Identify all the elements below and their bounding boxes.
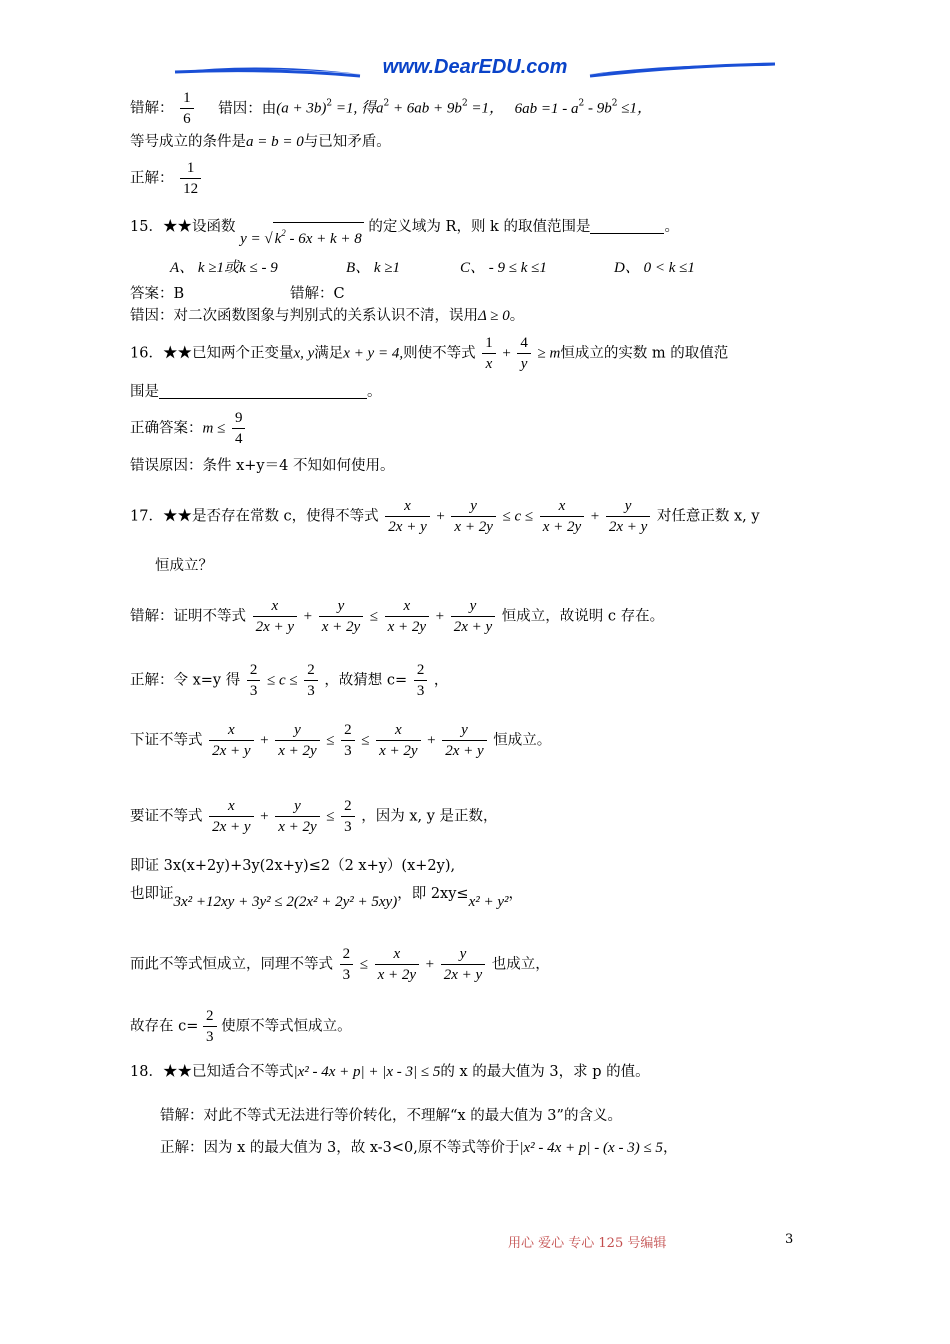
option-b[interactable]: B、 k ≥1: [346, 260, 401, 276]
question-16-cont: 围是 。: [130, 384, 382, 400]
fraction: $\frac{1}{6}$: [180, 88, 194, 129]
site-header: [170, 52, 780, 88]
also-17: 也即证3x² +12xy + 3y² ≤ 2(2x² + 2y² + 5xy)，即 2xy≤x² + y²，: [130, 886, 524, 910]
error-16: 错误原因：条件 x+y＝4 不知如何使用。: [130, 458, 395, 474]
line-condition: 等号成立的条件是a = b = 0与已知矛盾。: [130, 134, 391, 150]
question-17: 17．★★是否存在常数 c，使得不等式 $\frac{x}{2x + y}$ + $\frac{y}{x + 2y}$ ≤ c ≤ $\frac{x}{x + 2y}$ + $\frac{y}{2x + y}$ 对任意正数 x, y: [130, 498, 760, 535]
line-correct-1: 正解： $\frac{1}{12}$: [130, 158, 203, 199]
i-e-17: 即证 3x(x+2y)+3y(2x+y)≤2（2 x+y）(x+2y),: [130, 858, 456, 874]
question-17-cont: 恒成立？: [155, 558, 213, 574]
fraction: $\frac{9}{4}$: [232, 408, 246, 449]
question-16: 16．★★已知两个正变量x, y满足x + y = 4,则使不等式 $\frac{1}{x}$ + $\frac{4}{y}$ ≥ m恒成立的实数 m 的取值范: [130, 335, 729, 372]
error-17: 错解：证明不等式 $\frac{x}{2x + y}$ + $\frac{y}{x + 2y}$ ≤ $\frac{x}{x + 2y}$ + $\frac{y}{2x + y}$ 恒成立，故说明 c 存在。: [130, 598, 665, 635]
sqrt-expression: $k^2 - 6x + k + 8$: [273, 222, 364, 249]
option-d[interactable]: D、 0 < k ≤1: [614, 260, 695, 276]
correct-17: 正解：令 x=y 得 $\frac{2}{3}$ ≤ c ≤ $\frac{2}{3}$ ，故猜想 c= $\frac{2}{3}$ ，: [130, 662, 449, 699]
fraction: $\frac{1}{x}$: [482, 333, 496, 374]
conclusion-17: 故存在 c= $\frac{2}{3}$ 使原不等式恒成立。: [130, 1008, 352, 1045]
label: 错解：: [130, 100, 174, 117]
page-number: 3: [785, 1232, 794, 1247]
similarly-17: 而此不等式恒成立，同理不等式 $\frac{2}{3}$ ≤ $\frac{x}{x + 2y}$ + $\frac{y}{2x + y}$ 也成立，: [130, 946, 550, 983]
answer-16: 正确答案：m ≤ $\frac{9}{4}$: [130, 408, 247, 449]
option-a[interactable]: A、 k ≥1或k ≤ - 9: [170, 260, 278, 276]
option-c[interactable]: C、 - 9 ≤ k ≤1: [460, 260, 547, 276]
answer-15: 答案：B 错解：C: [130, 286, 345, 302]
fraction: $\frac{1}{12}$: [180, 158, 201, 199]
correct-18: 正解：因为 x 的最大值为 3，故 x-3<0,原不等式等价于|x² - 4x + p| - (x - 3) ≤ 5，: [160, 1140, 678, 1156]
error-18: 错解：对此不等式无法进行等价转化，不理解“x 的最大值为 3”的含义。: [160, 1108, 622, 1124]
question-18: 18．★★已知适合不等式|x² - 4x + p| + |x - 3| ≤ 5的 x 的最大值为 3，求 p 的值。: [130, 1064, 650, 1080]
options-15: [170, 258, 695, 278]
footer-credit: 用心 爱心 专心 125 号编辑: [508, 1236, 667, 1251]
question-15: 15．★★设函数 y = √ $k^2 - 6x + k + 8$ 的定义域为 R，则 k 的取值范围是 。: [130, 219, 679, 247]
prove-17: 下证不等式 $\frac{x}{2x + y}$ + $\frac{y}{x + 2y}$ ≤ $\frac{2}{3}$ ≤ $\frac{x}{x + 2y}$ + $\frac{y}{2x + y}$ 恒成立。: [130, 722, 552, 759]
answer-blank[interactable]: [159, 398, 367, 399]
site-name[interactable]: www.DearEDU.com: [382, 56, 568, 78]
answer-blank[interactable]: [590, 233, 664, 234]
line-error-1: 错解： $\frac{1}{6}$ 错因：由$(a + 3b)^2 =1$, 得$a^2 + 6ab + 9b^2 =1$， $6ab =1 - a^2 - 9b^2 \le 1$，: [130, 90, 652, 127]
require-17: 要证不等式 $\frac{x}{2x + y}$ + $\frac{y}{x + 2y}$ ≤ $\frac{2}{3}$ ，因为 x, y 是正数，: [130, 798, 498, 835]
reason-15: 错因：对二次函数图象与判别式的关系认识不清，误用Δ ≥ 0。: [130, 308, 525, 324]
fraction: $\frac{4}{y}$: [517, 333, 531, 374]
